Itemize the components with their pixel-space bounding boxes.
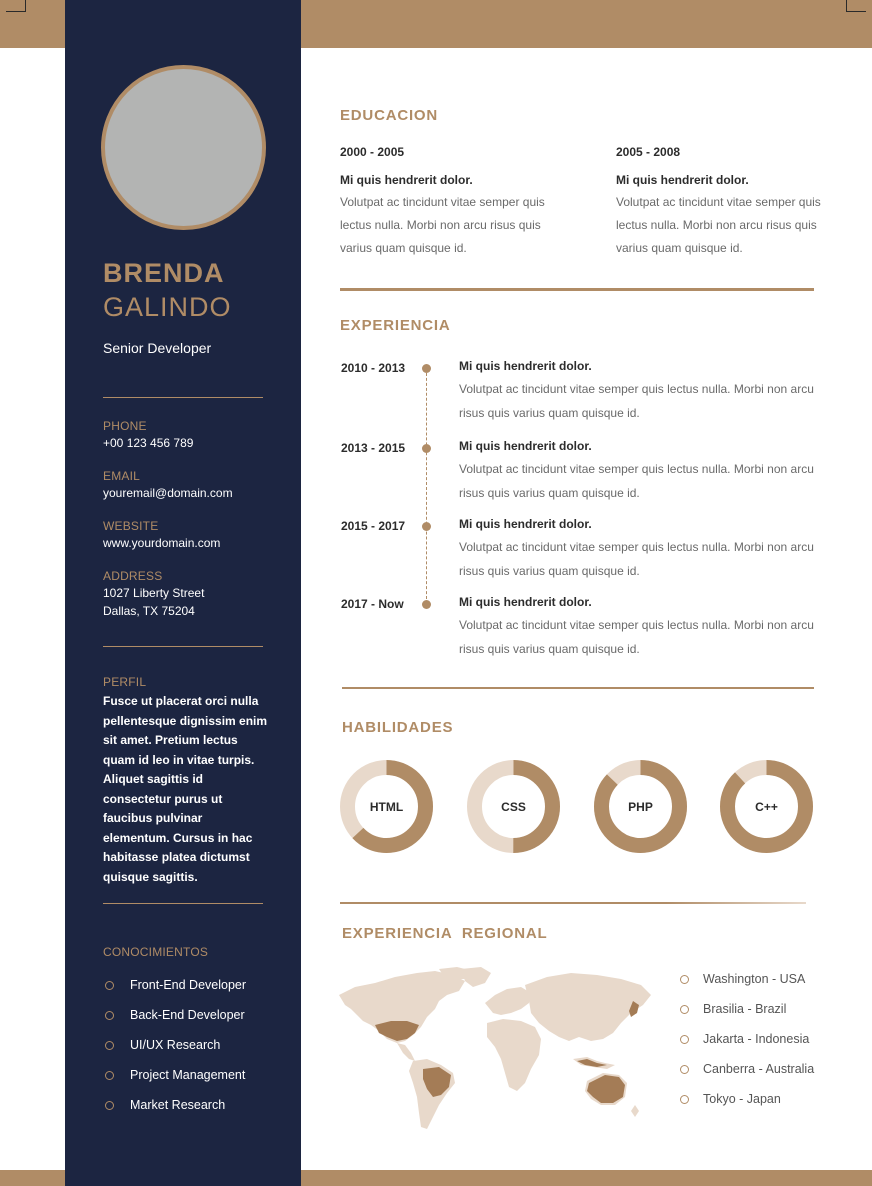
education-years: 2005 - 2008	[616, 145, 681, 159]
timeline-dot-icon	[422, 600, 431, 609]
education-heading: EDUCACION	[340, 107, 439, 124]
list-item	[105, 1060, 246, 1090]
region-item: Brasilia - Brazil	[703, 1002, 787, 1016]
email-value: youremail@domain.com	[103, 486, 233, 500]
circle-bullet-icon	[105, 981, 114, 990]
knowledge-item: Front-End Developer	[130, 978, 247, 992]
experience-title: Mi quis hendrerit dolor.	[459, 439, 592, 453]
profile-label: PERFIL	[103, 675, 147, 689]
experience-years: 2015 - 2017	[341, 519, 406, 533]
profile-photo	[101, 65, 266, 230]
list-item	[680, 964, 814, 994]
experience-years: 2013 - 2015	[341, 441, 406, 455]
list-item	[105, 1090, 246, 1120]
experience-description: Volutpat ac tincidunt vitae semper quis lectus nulla. Morbi non arcu risus quis varius quam quisque id.	[459, 540, 814, 578]
skill-ring	[720, 760, 813, 853]
address-line-2: Dallas, TX 75204	[103, 604, 195, 618]
region-item: Jakarta - Indonesia	[703, 1032, 810, 1046]
education-entry	[340, 145, 545, 260]
crop-mark-right	[846, 0, 866, 12]
website-value: www.yourdomain.com	[103, 536, 221, 550]
world-map	[335, 965, 655, 1135]
list-item	[680, 1054, 814, 1084]
knowledge-item: Project Management	[130, 1068, 246, 1082]
experience-title: Mi quis hendrerit dolor.	[459, 517, 592, 531]
email-label: EMAIL	[103, 469, 141, 483]
job-title: Senior Developer	[103, 340, 212, 356]
education-entry	[616, 145, 821, 260]
knowledge-item: Market Research	[130, 1098, 226, 1112]
skill-ring	[340, 760, 433, 853]
circle-bullet-icon	[105, 1101, 114, 1110]
skill-name: C++	[755, 799, 778, 814]
skills-heading: HABILIDADES	[342, 719, 454, 736]
knowledge-item: Back-End Developer	[130, 1008, 245, 1022]
skill-ring	[467, 760, 560, 853]
circle-bullet-icon	[105, 1041, 114, 1050]
list-item	[680, 1024, 814, 1054]
section-divider	[340, 902, 806, 904]
timeline-dot-icon	[422, 444, 431, 453]
experience-years: 2017 - Now	[341, 597, 404, 611]
profile-text: Fusce ut placerat orci nulla pellentesque dignissim enim sit amet. Pretium lectus quam id leo in vitae turpis. Aliquet sagittis id consectetur purus ut faucibus pulvinar elementum. Cursus in hac habitasse platea dictumst quisque sagittis.	[103, 694, 268, 884]
website-label: WEBSITE	[103, 519, 159, 533]
experience-entry	[0, 597, 872, 677]
experience-heading: EXPERIENCIA	[340, 317, 451, 334]
crop-mark-left	[6, 0, 26, 12]
region-item: Tokyo - Japan	[703, 1092, 781, 1106]
circle-bullet-icon	[105, 1071, 114, 1080]
list-item	[105, 1030, 246, 1060]
phone-value: +00 123 456 789	[103, 436, 194, 450]
education-years: 2000 - 2005	[340, 145, 405, 159]
knowledge-list	[105, 970, 246, 1120]
region-item: Canberra - Australia	[703, 1062, 815, 1076]
circle-bullet-icon	[680, 975, 689, 984]
experience-description: Volutpat ac tincidunt vitae semper quis lectus nulla. Morbi non arcu risus quis varius quam quisque id.	[459, 462, 814, 500]
list-item	[680, 1084, 814, 1114]
circle-bullet-icon	[105, 1011, 114, 1020]
skill-ring	[594, 760, 687, 853]
phone-label: PHONE	[103, 419, 147, 433]
experience-description: Volutpat ac tincidunt vitae semper quis lectus nulla. Morbi non arcu risus quis varius quam quisque id.	[459, 618, 814, 656]
experience-description: Volutpat ac tincidunt vitae semper quis lectus nulla. Morbi non arcu risus quis varius quam quisque id.	[459, 382, 814, 420]
education-title: Mi quis hendrerit dolor.	[340, 173, 473, 187]
list-item	[680, 994, 814, 1024]
experience-entry	[0, 519, 872, 599]
first-name: BRENDA	[103, 258, 225, 288]
experience-entry	[0, 361, 872, 441]
section-divider	[340, 288, 814, 291]
map-land	[339, 967, 651, 1129]
section-divider	[342, 687, 814, 689]
timeline-dot-icon	[422, 522, 431, 531]
address-label: ADDRESS	[103, 569, 163, 583]
regional-heading: EXPERIENCIA REGIONAL	[342, 925, 548, 942]
education-description: Volutpat ac tincidunt vitae semper quis lectus nulla. Morbi non arcu risus quis varius quam quisque id.	[616, 195, 821, 255]
divider	[103, 903, 263, 904]
list-item	[105, 970, 246, 1000]
circle-bullet-icon	[680, 1065, 689, 1074]
knowledge-label: CONOCIMIENTOS	[103, 945, 209, 959]
region-item: Washington - USA	[703, 972, 806, 986]
circle-bullet-icon	[680, 1035, 689, 1044]
knowledge-item: UI/UX Research	[130, 1038, 221, 1052]
circle-bullet-icon	[680, 1005, 689, 1014]
education-title: Mi quis hendrerit dolor.	[616, 173, 749, 187]
list-item	[105, 1000, 246, 1030]
circle-bullet-icon	[680, 1095, 689, 1104]
skill-name: PHP	[628, 799, 653, 814]
skill-name: HTML	[369, 799, 404, 814]
experience-entry	[0, 441, 872, 521]
experience-title: Mi quis hendrerit dolor.	[459, 359, 592, 373]
address-line-1: 1027 Liberty Street	[103, 586, 205, 600]
last-name: GALINDO	[103, 292, 232, 322]
skill-name: CSS	[501, 799, 526, 814]
experience-title: Mi quis hendrerit dolor.	[459, 595, 592, 609]
education-description: Volutpat ac tincidunt vitae semper quis lectus nulla. Morbi non arcu risus quis varius quam quisque id.	[340, 195, 545, 255]
region-list	[680, 964, 814, 1114]
experience-years: 2010 - 2013	[341, 361, 406, 375]
timeline-dot-icon	[422, 364, 431, 373]
